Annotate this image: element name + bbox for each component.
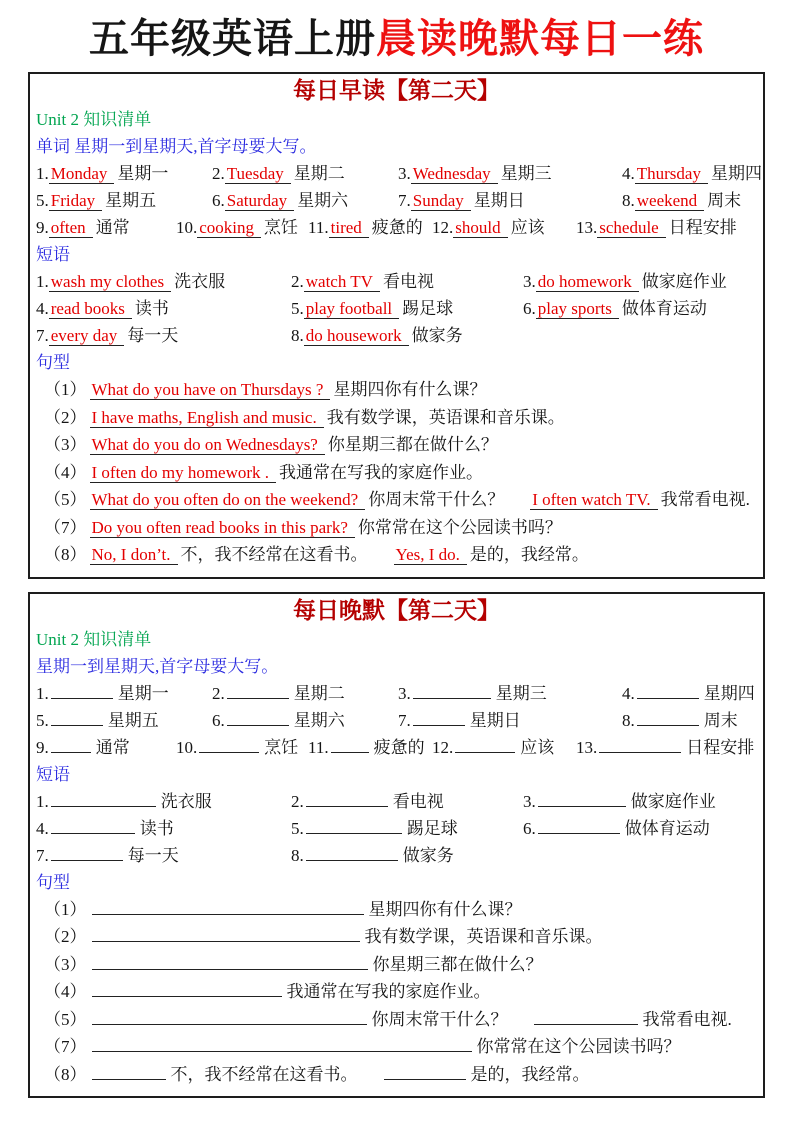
vocab-item	[212, 187, 348, 214]
list-row	[36, 187, 757, 214]
sentence-number: （4）	[44, 982, 87, 1001]
sentence-number: （3）	[44, 435, 87, 454]
item-number: 5.	[291, 299, 304, 318]
chinese-meaning: 洗衣服	[160, 791, 212, 811]
sentence-row	[36, 431, 757, 459]
fill-blank-item	[212, 680, 345, 707]
sentence-number: （3）	[44, 954, 87, 974]
answer-blank	[51, 709, 103, 726]
chinese-meaning: 星期六	[297, 191, 349, 210]
vocab-item	[212, 160, 345, 187]
sentence-number: （4）	[44, 462, 87, 482]
fill-blank-item	[622, 680, 755, 707]
english-word: tired	[329, 218, 369, 238]
sentence-row	[36, 404, 757, 432]
answer-blank	[92, 1035, 472, 1052]
fill-blank-item	[308, 734, 425, 761]
list-row	[36, 815, 757, 842]
chinese-meaning: 烹饪	[264, 737, 299, 757]
vocab-item	[398, 160, 552, 187]
english-word: should	[453, 218, 507, 238]
list-row	[36, 734, 757, 761]
item-number: 8.	[291, 326, 304, 345]
sentence-number: （5）	[44, 1009, 87, 1029]
fill-blank-item	[291, 842, 454, 869]
english-sentence: Do you often read books in this park?	[90, 518, 355, 538]
vocab-item	[36, 322, 178, 349]
chinese-translation: 我常看电视.	[642, 1009, 732, 1029]
english-sentence: What do you have on Thursdays ?	[90, 380, 331, 400]
item-number: 12.	[432, 218, 454, 237]
reading-sentence-list	[36, 376, 757, 569]
english-sentence: What do you do on Wednesdays?	[90, 435, 325, 455]
list-row	[36, 788, 757, 815]
sentence-row	[36, 486, 757, 514]
item-number: 4.	[622, 164, 635, 183]
english-word: watch TV	[304, 272, 380, 292]
vocab-item	[291, 295, 453, 322]
chinese-translation: 我有数学课，英语课和音乐课。	[326, 407, 565, 427]
chinese-translation: 我常看电视.	[660, 490, 750, 509]
answer-blank	[538, 817, 620, 834]
answer-blank	[306, 844, 398, 861]
english-word: Thursday	[635, 164, 708, 184]
vocab-item	[576, 214, 737, 241]
english-word: Monday	[49, 164, 115, 184]
chinese-meaning: 每一天	[127, 326, 179, 345]
vocab-item	[622, 160, 762, 187]
english-word: Tuesday	[225, 164, 291, 184]
english-sentence: I have maths, English and music.	[90, 408, 324, 428]
vocab-item	[398, 187, 525, 214]
chinese-meaning: 做体育运动	[624, 818, 710, 838]
sentence-row	[36, 376, 757, 404]
fill-blank-item	[36, 734, 130, 761]
answer-blank	[51, 736, 91, 753]
list-row	[36, 268, 757, 295]
sentence-row	[36, 1033, 757, 1061]
chinese-meaning: 星期二	[293, 683, 345, 703]
sentence-row	[36, 978, 757, 1006]
vocab-item	[308, 214, 423, 241]
english-word: schedule	[597, 218, 665, 238]
answer-blank	[306, 790, 388, 807]
english-word: every day	[49, 326, 125, 346]
answer-blank	[227, 709, 289, 726]
fill-blank-item	[291, 788, 444, 815]
answer-blank	[637, 682, 699, 699]
answer-blank	[92, 980, 282, 997]
item-number: 3.	[523, 791, 536, 811]
chinese-meaning: 应该	[510, 218, 545, 237]
answer-blank	[92, 898, 364, 915]
chinese-meaning: 星期日	[469, 710, 521, 730]
chinese-meaning: 看电视	[382, 272, 434, 291]
chinese-translation: 你常常在这个公园读书吗？	[357, 517, 562, 537]
vocab-item	[36, 295, 169, 322]
answer-blank	[637, 709, 699, 726]
chinese-translation: 不，我不经常在这看书。	[170, 1064, 358, 1084]
chinese-meaning: 日程安排	[686, 737, 755, 757]
vocab-item	[36, 160, 168, 187]
fill-blank-item	[523, 815, 710, 842]
chinese-meaning: 星期五	[105, 191, 157, 210]
vocab-item	[622, 187, 741, 214]
english-word: Friday	[49, 191, 102, 211]
english-word: play football	[304, 299, 399, 319]
sentence-row	[36, 541, 757, 569]
answer-blank	[51, 844, 123, 861]
item-number: 1.	[36, 272, 49, 291]
vocab-item	[432, 214, 545, 241]
item-number: 1.	[36, 683, 49, 703]
answer-blank	[331, 736, 369, 753]
english-word: Wednesday	[411, 164, 498, 184]
chinese-meaning: 星期四	[703, 683, 755, 703]
english-word: cooking	[197, 218, 261, 238]
chinese-translation: 你星期三都在做什么？	[372, 954, 543, 974]
chinese-translation: 你星期三都在做什么？	[327, 435, 498, 454]
item-number: 6.	[523, 818, 536, 838]
reading-unit-label: Unit 2 知识清单	[36, 110, 152, 129]
chinese-meaning: 做家庭作业	[630, 791, 716, 811]
english-word: do homework	[536, 272, 639, 292]
chinese-meaning: 做家庭作业	[641, 272, 727, 291]
answer-blank	[227, 682, 289, 699]
fill-blank-item	[432, 734, 554, 761]
fill-blank-item	[398, 680, 547, 707]
chinese-meaning: 疲惫的	[373, 737, 425, 757]
morning-reading-heading: 每日早读【第二天】	[293, 78, 500, 103]
english-word: play sports	[536, 299, 619, 319]
chinese-meaning: 做体育运动	[621, 299, 707, 318]
chinese-meaning: 星期一	[117, 683, 169, 703]
chinese-meaning: 星期三	[495, 683, 547, 703]
sentence-number: （1）	[44, 380, 87, 399]
chinese-translation: 我有数学课，英语课和音乐课。	[364, 927, 603, 946]
sentence-number: （8）	[44, 545, 87, 564]
fill-blank-item	[576, 734, 754, 761]
chinese-translation: 我通常在写我的家庭作业。	[286, 982, 491, 1001]
vocab-item	[36, 268, 225, 295]
chinese-translation: 你周末常干什么？	[368, 490, 505, 509]
item-number: 10.	[176, 218, 198, 237]
chinese-meaning: 星期二	[293, 164, 345, 183]
chinese-meaning: 星期五	[107, 710, 159, 730]
english-word: weekend	[635, 191, 704, 211]
vocab-item	[36, 187, 156, 214]
fill-blank-item	[291, 815, 458, 842]
chinese-translation: 你周末常干什么？	[371, 1009, 508, 1029]
chinese-meaning: 通常	[95, 218, 130, 237]
list-row	[36, 295, 757, 322]
item-number: 4.	[36, 299, 49, 318]
dictation-phrase-list	[36, 788, 757, 869]
item-number: 6.	[523, 299, 536, 318]
chinese-meaning: 看电视	[392, 791, 444, 811]
reading-phrases-label: 短语	[36, 245, 70, 264]
chinese-meaning: 洗衣服	[174, 272, 226, 291]
item-number: 10.	[176, 737, 198, 757]
answer-blank	[599, 736, 681, 753]
chinese-meaning: 疲惫的	[371, 218, 423, 237]
reading-phrase-list	[36, 268, 757, 349]
item-number: 3.	[398, 164, 411, 183]
item-number: 3.	[398, 683, 411, 703]
english-word: often	[49, 218, 93, 238]
chinese-meaning: 做家务	[411, 326, 463, 345]
english-sentence: I often watch TV.	[530, 490, 657, 510]
item-number: 8.	[622, 191, 635, 210]
list-row	[36, 707, 757, 734]
answer-blank	[534, 1008, 638, 1025]
morning-reading-section	[28, 72, 765, 579]
dictation-sentence-list	[36, 896, 757, 1089]
answer-blank	[413, 682, 491, 699]
item-number: 13.	[576, 218, 598, 237]
page-title-black: 五年级英语上册	[89, 17, 376, 61]
answer-blank	[413, 709, 465, 726]
chinese-meaning: 每一天	[127, 845, 179, 865]
chinese-meaning: 周末	[703, 710, 738, 730]
english-word: Sunday	[411, 191, 471, 211]
dictation-words-intro: 星期一到星期天,首字母要大写。	[36, 656, 279, 676]
answer-blank	[92, 1063, 166, 1080]
answer-blank	[199, 736, 259, 753]
item-number: 1.	[36, 791, 49, 811]
english-word: do housework	[304, 326, 409, 346]
fill-blank-item	[398, 707, 521, 734]
item-number: 4.	[622, 683, 635, 703]
fill-blank-item	[36, 707, 159, 734]
chinese-meaning: 应该	[520, 737, 555, 757]
chinese-meaning: 星期六	[293, 710, 345, 730]
chinese-translation: 星期四你有什么课？	[333, 380, 487, 399]
english-sentence: Yes, I do.	[394, 545, 467, 565]
item-number: 11.	[308, 737, 329, 757]
vocab-item	[523, 268, 727, 295]
fill-blank-item	[36, 815, 174, 842]
chinese-meaning: 星期日	[473, 191, 525, 210]
chinese-meaning: 星期三	[500, 164, 552, 183]
sentence-number: （5）	[44, 490, 87, 509]
english-sentence: What do you often do on the weekend?	[90, 490, 366, 510]
sentence-row	[36, 896, 757, 924]
sentence-row	[36, 459, 757, 487]
dictation-phrases-label: 短语	[36, 764, 70, 784]
fill-blank-item	[212, 707, 345, 734]
dictation-unit-label: Unit 2 知识清单	[36, 629, 152, 649]
reading-word-list	[36, 160, 762, 241]
answer-blank	[92, 1008, 367, 1025]
item-number: 7.	[398, 191, 411, 210]
answer-blank	[51, 790, 156, 807]
fill-blank-item	[36, 842, 179, 869]
sentence-row	[36, 923, 757, 951]
english-sentence: No, I don’t.	[90, 545, 178, 565]
chinese-translation: 是的，我经常。	[469, 545, 589, 564]
item-number: 13.	[576, 737, 598, 757]
item-number: 5.	[36, 191, 49, 210]
vocab-item	[523, 295, 707, 322]
sentence-number: （7）	[44, 1037, 87, 1056]
sentence-number: （1）	[44, 899, 87, 919]
page-title	[0, 16, 793, 62]
chinese-meaning: 烹饪	[264, 218, 299, 237]
item-number: 1.	[36, 164, 49, 183]
fill-blank-item	[622, 707, 738, 734]
vocab-item	[36, 214, 130, 241]
chinese-meaning: 周末	[707, 191, 742, 210]
item-number: 5.	[291, 818, 304, 838]
vocab-item	[291, 268, 434, 295]
chinese-meaning: 做家务	[402, 845, 454, 865]
sentence-number: （2）	[44, 407, 87, 427]
chinese-meaning: 踢足球	[406, 818, 458, 838]
chinese-meaning: 读书	[134, 299, 169, 318]
chinese-translation: 不，我不经常在这看书。	[180, 545, 368, 564]
answer-blank	[51, 817, 135, 834]
dictation-sentences-label: 句型	[36, 872, 70, 892]
item-number: 7.	[36, 326, 49, 345]
chinese-meaning: 踢足球	[402, 299, 454, 318]
item-number: 4.	[36, 818, 49, 838]
english-word: wash my clothes	[49, 272, 171, 292]
vocab-item	[291, 322, 463, 349]
item-number: 9.	[36, 737, 49, 757]
english-sentence: I often do my homework .	[90, 463, 277, 483]
item-number: 6.	[212, 710, 225, 730]
vocab-item	[176, 214, 298, 241]
list-row	[36, 842, 757, 869]
chinese-meaning: 日程安排	[668, 218, 737, 237]
chinese-translation: 你常常在这个公园读书吗？	[476, 1037, 681, 1056]
chinese-meaning: 星期四	[710, 164, 762, 183]
item-number: 2.	[212, 683, 225, 703]
list-row	[36, 160, 762, 187]
chinese-translation: 是的，我经常。	[470, 1064, 590, 1084]
page-title-red: 晨读晚默每日一练	[376, 17, 704, 61]
answer-blank	[455, 736, 515, 753]
item-number: 2.	[212, 164, 225, 183]
chinese-meaning: 星期一	[117, 164, 169, 183]
sentence-row	[36, 951, 757, 979]
fill-blank-item	[36, 680, 169, 707]
answer-blank	[384, 1063, 466, 1080]
answer-blank	[538, 790, 626, 807]
reading-sentences-label: 句型	[36, 353, 70, 372]
item-number: 2.	[291, 791, 304, 811]
sentence-number: （7）	[44, 517, 87, 537]
answer-blank	[92, 953, 368, 970]
list-row	[36, 322, 757, 349]
item-number: 8.	[622, 710, 635, 730]
answer-blank	[51, 682, 113, 699]
reading-words-intro: 单词 星期一到星期天,首字母要大写。	[36, 137, 317, 156]
english-word: Saturday	[225, 191, 294, 211]
item-number: 3.	[523, 272, 536, 291]
item-number: 5.	[36, 710, 49, 730]
sentence-row	[36, 1061, 757, 1089]
chinese-translation: 星期四你有什么课？	[368, 899, 522, 919]
sentence-number: （8）	[44, 1064, 87, 1084]
evening-dictation-heading: 每日晚默【第二天】	[293, 597, 500, 623]
evening-dictation-section	[28, 592, 765, 1099]
item-number: 9.	[36, 218, 49, 237]
sentence-row	[36, 1006, 757, 1034]
sentence-number: （2）	[44, 927, 87, 946]
fill-blank-item	[523, 788, 716, 815]
sentence-row	[36, 514, 757, 542]
item-number: 6.	[212, 191, 225, 210]
item-number: 2.	[291, 272, 304, 291]
item-number: 7.	[36, 845, 49, 865]
answer-blank	[92, 925, 360, 942]
list-row	[36, 214, 757, 241]
chinese-translation: 我通常在写我的家庭作业。	[279, 462, 484, 482]
answer-blank	[306, 817, 402, 834]
dictation-word-list	[36, 680, 757, 761]
item-number: 11.	[308, 218, 329, 237]
fill-blank-item	[36, 788, 212, 815]
item-number: 12.	[432, 737, 454, 757]
list-row	[36, 680, 757, 707]
item-number: 8.	[291, 845, 304, 865]
fill-blank-item	[176, 734, 298, 761]
english-word: read books	[49, 299, 132, 319]
chinese-meaning: 读书	[139, 818, 174, 838]
chinese-meaning: 通常	[95, 737, 130, 757]
item-number: 7.	[398, 710, 411, 730]
